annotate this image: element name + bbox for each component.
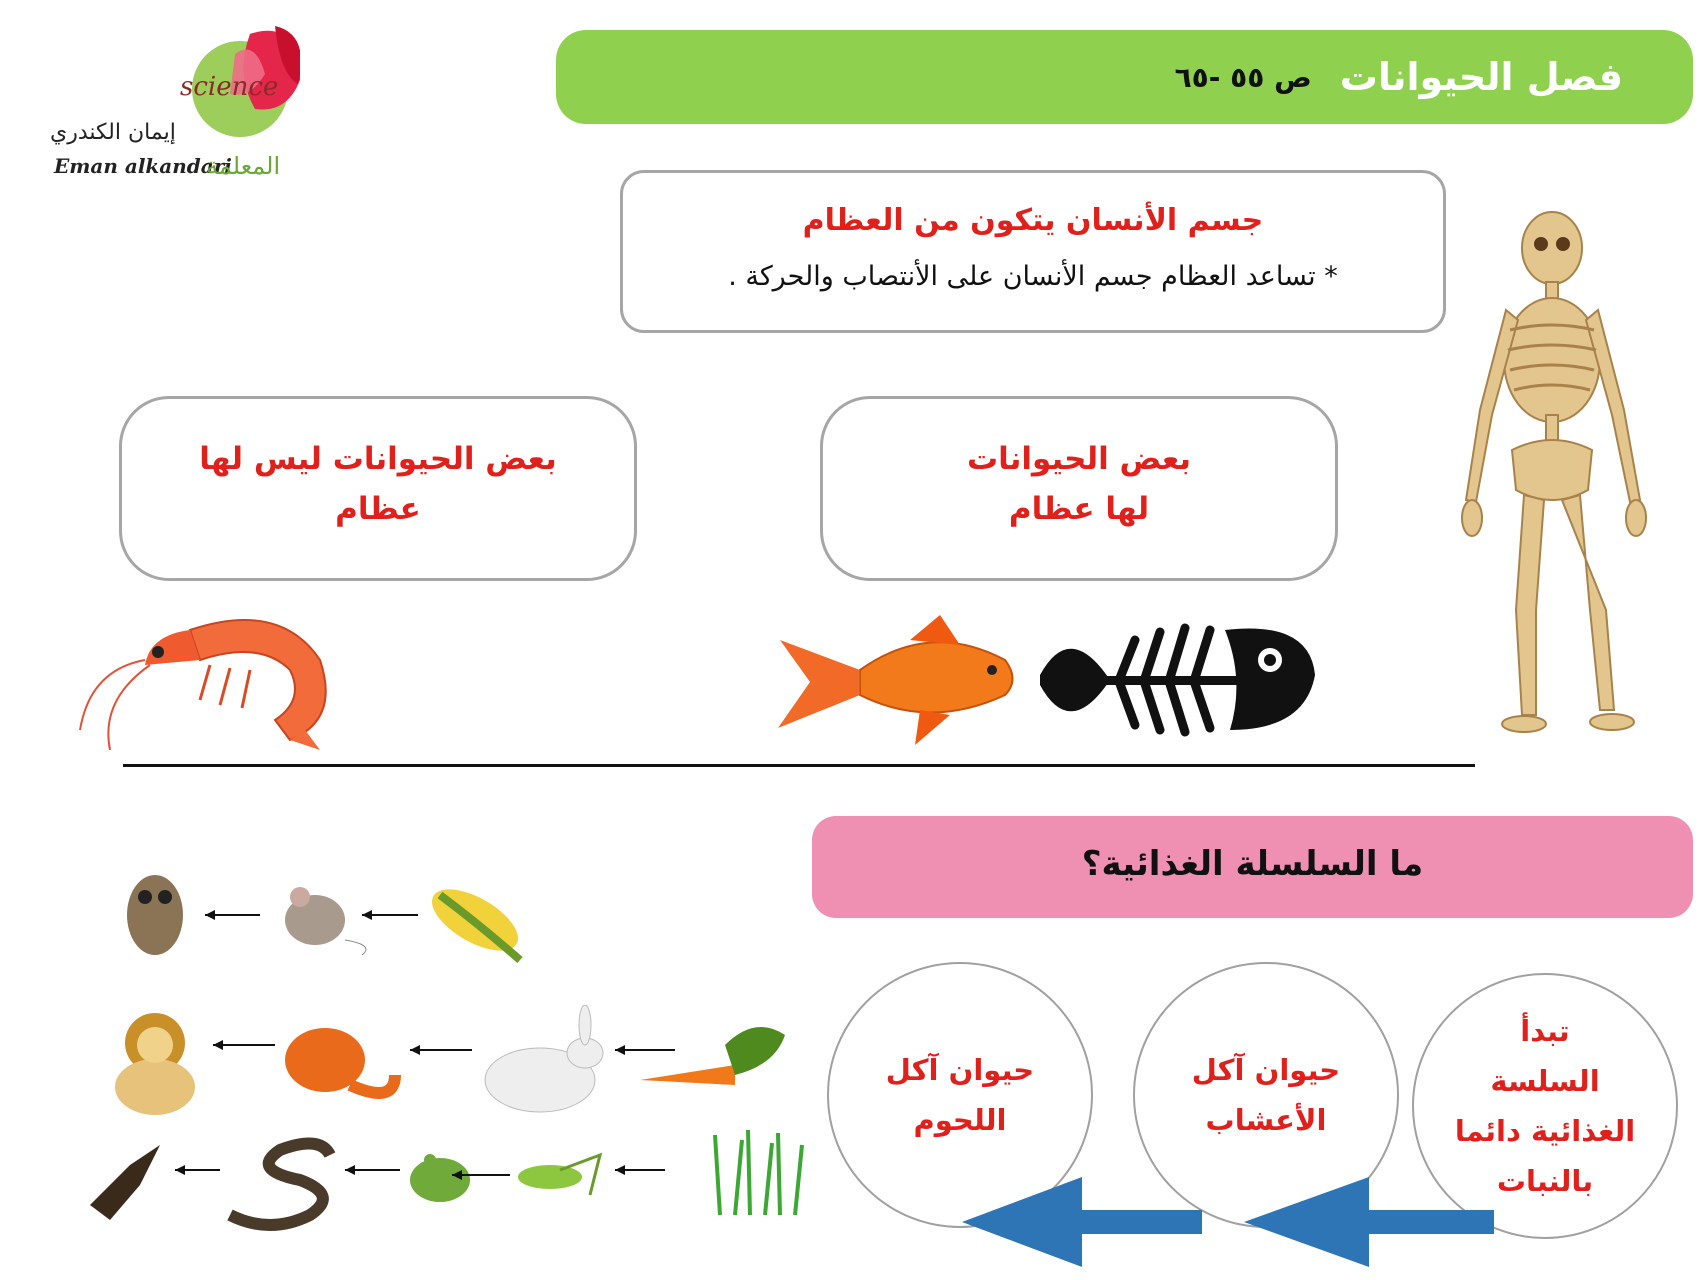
divider (123, 764, 1475, 767)
plants-line3: الغذائية دائما (1454, 1114, 1636, 1148)
shrimp-image (70, 590, 360, 760)
grasshopper-icon (518, 1155, 600, 1195)
animals-with-bones-box (820, 396, 1338, 581)
bones-heading: جسم الأنسان يتكون من العظام (802, 203, 1264, 238)
title-row (1175, 30, 1623, 124)
mouse-icon (285, 887, 366, 955)
herbivore-line2: الأعشاب (1205, 1103, 1327, 1137)
food-chain-row-1 (100, 865, 540, 975)
logo (40, 14, 300, 184)
logo-science-text: science (180, 72, 279, 102)
food-chain-row-3 (80, 1125, 810, 1245)
skeleton-illustration (1440, 210, 1670, 740)
food-chain-row-2 (95, 1005, 785, 1125)
page-title: فصل الحيوانات (1339, 55, 1623, 99)
fox-icon (285, 1028, 395, 1093)
logo-teacher-word: المعلمة (206, 152, 281, 180)
plants-line1: تبدأ (1520, 1014, 1570, 1048)
title-bar (556, 30, 1693, 124)
fish-bone-image (1040, 600, 1320, 770)
goldfish-image (770, 610, 1030, 750)
carnivore-line1: حيوان آكل (885, 1053, 1035, 1087)
rabbit-icon (485, 1005, 603, 1112)
eagle-icon (90, 1145, 160, 1220)
grass-icon (715, 1130, 802, 1215)
animals-without-bones-box (119, 396, 637, 581)
with-bones-line1: بعض الحيوانات (967, 441, 1191, 477)
snake-icon (230, 1144, 330, 1225)
food-chain-question-bar (812, 816, 1693, 918)
carnivore-line2: اللحوم (913, 1103, 1007, 1137)
corn-icon (422, 877, 527, 963)
bones-info-box (620, 170, 1446, 333)
page-range: ص ٥٥ -٦٥ (1174, 60, 1312, 94)
without-bones-line1: بعض الحيوانات ليس لها (199, 441, 557, 477)
lion-icon (115, 1013, 195, 1115)
arrow-left-icon (1244, 1172, 1494, 1272)
herbivore-line1: حيوان آكل (1191, 1053, 1341, 1087)
arrow-left-icon (962, 1172, 1202, 1272)
food-chain-question: ما السلسلة الغذائية؟ (1081, 844, 1424, 884)
with-bones-line2: لها عظام (1008, 491, 1150, 527)
logo-latin-name: Eman alkandari (54, 154, 232, 178)
carrot-icon (640, 1027, 785, 1085)
owl-icon (127, 875, 183, 955)
without-bones-line2: عظام (335, 491, 421, 527)
logo-arabic-name: إيمان الكندري (50, 120, 176, 145)
plants-line2: السلسة (1490, 1064, 1600, 1098)
plants-line4: بالنبات (1496, 1164, 1594, 1198)
bones-note: * تساعد العظام جسم الأنسان على الأنتصاب والحركة . (728, 261, 1338, 292)
